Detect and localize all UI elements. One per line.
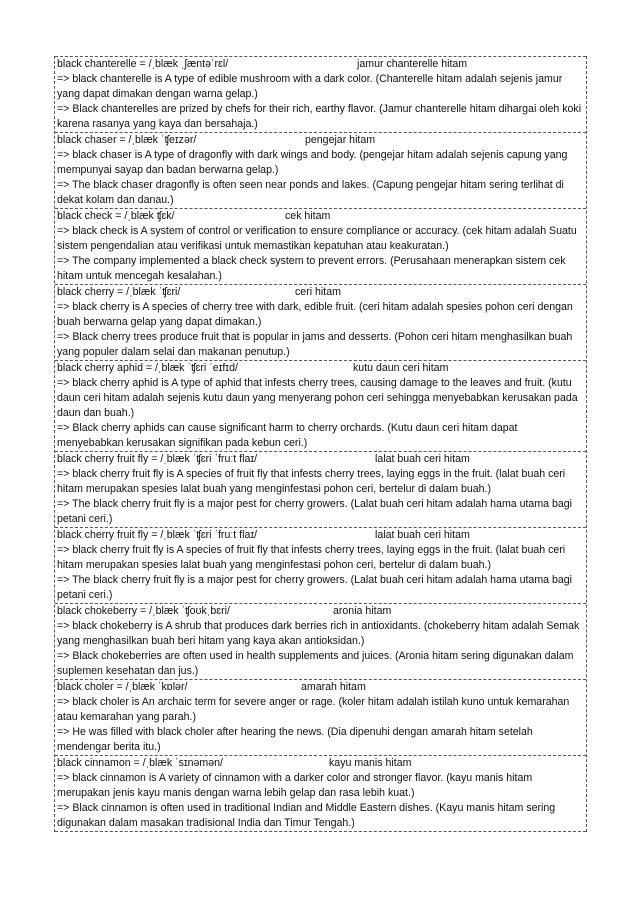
entry-term: black chaser = /ˌblæk ˈʧeɪzər/: [57, 134, 197, 146]
entry-translation: ceri hitam: [295, 286, 341, 298]
entry-header: [57, 57, 584, 72]
entry-header: [57, 756, 584, 771]
entry-term: black choler = /ˌblæk ˈkɒlər/: [57, 681, 188, 693]
dictionary-entry: [55, 680, 586, 756]
entry-header: [57, 680, 584, 695]
dictionary-entry: [55, 133, 586, 209]
entry-term: black cherry aphid = /ˌblæk ˈʧɛri ˈeɪfɪd/: [57, 362, 238, 374]
entry-example: => Black cherry trees produce fruit that is popular in jams and desserts. (Pohon ceri hitam menghasilkan buah yang populer dalam selai dan makanan penutup.): [57, 331, 573, 358]
dictionary-entry: [55, 604, 586, 680]
entry-header: [57, 604, 584, 619]
entry-definition: => black chaser is A type of dragonfly with dark wings and body. (pengejar hitam adalah sejenis capung yang mempunyai sayap dan badan berwarna gelap.): [57, 149, 568, 176]
dictionary-page: [54, 56, 587, 832]
entry-example: => Black cherry aphids can cause significant harm to cherry orchards. (Kutu daun ceri hitam dapat menyebabkan kerusakan signifikan pada kebun ceri.): [57, 422, 518, 449]
entry-example: => He was filled with black choler after hearing the news. (Dia dipenuhi dengan amarah hitam setelah mendengar berita itu.): [57, 726, 533, 753]
entry-example: => The black cherry fruit fly is a major pest for cherry growers. (Lalat buah ceri hitam adalah hama utama bagi petani ceri.): [57, 498, 573, 525]
entry-example: => Black chokeberries are often used in health supplements and juices. (Aronia hitam sering digunakan dalam suplemen kesehatan dan jus.): [57, 650, 574, 677]
entry-translation: aronia hitam: [333, 605, 392, 617]
entry-term: black chanterelle = /ˌblæk ˌʃæntəˈrɛl/: [57, 58, 229, 70]
dictionary-entry: [55, 756, 586, 832]
entry-term: black cherry = /ˌblæk ˈʧɛri/: [57, 286, 181, 298]
entry-translation: pengejar hitam: [305, 134, 376, 146]
entry-header: [57, 209, 584, 224]
entry-example: => Black chanterelles are prized by chefs for their rich, earthy flavor. (Jamur chanterelle hitam dihargai oleh koki karena rasanya yang kaya dan bersahaja.): [57, 103, 582, 130]
entry-translation: cek hitam: [285, 210, 331, 222]
dictionary-entry: [55, 452, 586, 528]
entry-term: black cherry fruit fly = /ˌblæk ˈʧɛri ˈfruːt flaɪ/: [57, 529, 258, 541]
entry-example: => The black cherry fruit fly is a major pest for cherry growers. (Lalat buah ceri hitam adalah hama utama bagi petani ceri.): [57, 574, 573, 601]
entry-definition: => black cherry is A species of cherry tree with dark, edible fruit. (ceri hitam adalah spesies pohon ceri dengan buah berwarna gelap yang dapat dimakan.): [57, 301, 573, 328]
entry-header: [57, 133, 584, 148]
entry-definition: => black cherry fruit fly is A species of fruit fly that infests cherry trees, laying eggs in the fruit. (lalat buah ceri hitam merupakan spesies lalat buah yang menginfestasi pohon ceri, bertelur di dalam buah.): [57, 544, 566, 571]
entry-translation: lalat buah ceri hitam: [375, 529, 470, 541]
entry-example: => The black chaser dragonfly is often seen near ponds and lakes. (Capung pengejar hitam sering terlihat di dekat kolam dan danau.): [57, 179, 564, 206]
entry-term: black chokeberry = /ˌblæk ˈʧoʊkˌbɛri/: [57, 605, 230, 617]
entry-definition: => black cherry fruit fly is A species of fruit fly that infests cherry trees, laying eggs in the fruit. (lalat buah ceri hitam merupakan spesies lalat buah yang menginfestasi pohon ceri, bertelur di dalam buah.): [57, 468, 566, 495]
entry-header: [57, 528, 584, 543]
entry-translation: kayu manis hitam: [329, 757, 412, 769]
entry-example: => The company implemented a black check system to prevent errors. (Perusahaan menerapkan sistem cek hitam untuk mencegah kesalahan.): [57, 255, 566, 282]
entry-term: black check = /ˌblæk ʧɛk/: [57, 210, 175, 222]
entry-definition: => black choler is An archaic term for severe anger or rage. (koler hitam adalah istilah kuno untuk kemarahan atau kemarahan yang parah.): [57, 696, 570, 723]
entry-definition: => black cinnamon is A variety of cinnamon with a darker color and stronger flavor. (kayu manis hitam merupakan jenis kayu manis dengan warna lebih gelap dan rasa lebih kuat.): [57, 772, 533, 799]
entry-definition: => black cherry aphid is A type of aphid that infests cherry trees, causing damage to the leaves and fruit. (kutu daun ceri hitam adalah sejenis kutu daun yang menyerang pohon ceri sehingga menyebabkan kerusakan pada daun dan buah.): [57, 377, 578, 419]
entry-translation: amarah hitam: [301, 681, 366, 693]
dictionary-entry: [55, 528, 586, 604]
entry-translation: kutu daun ceri hitam: [353, 362, 449, 374]
dictionary-entry: [55, 209, 586, 285]
entry-definition: => black chanterelle is A type of edible mushroom with a dark color. (Chanterelle hitam adalah sejenis jamur yang dapat dimakan dengan warna gelap.): [57, 73, 563, 100]
entry-term: black cherry fruit fly = /ˌblæk ˈʧɛri ˈfruːt flaɪ/: [57, 453, 258, 465]
entry-header: [57, 285, 584, 300]
entry-definition: => black chokeberry is A shrub that produces dark berries rich in antioxidants. (chokeberry hitam adalah Semak yang menghasilkan buah beri hitam yang kaya akan antioksidan.): [57, 620, 580, 647]
entry-term: black cinnamon = /ˌblæk ˈsɪnəmən/: [57, 757, 223, 769]
entry-definition: => black check is A system of control or verification to ensure compliance or accuracy. (cek hitam adalah Suatu sistem pengendalian atau verifikasi untuk memastikan kepatuhan atau keakuratan.): [57, 225, 577, 252]
dictionary-entry: [55, 285, 586, 361]
entry-header: [57, 361, 584, 376]
entry-example: => Black cinnamon is often used in traditional Indian and Middle Eastern dishes. (Kayu manis hitam sering digunakan dalam masakan tradisional India dan Timur Tengah.): [57, 802, 556, 829]
entry-translation: lalat buah ceri hitam: [375, 453, 470, 465]
dictionary-entry: [55, 56, 586, 133]
entry-translation: jamur chanterelle hitam: [357, 58, 468, 70]
dictionary-entry: [55, 361, 586, 452]
entry-header: [57, 452, 584, 467]
